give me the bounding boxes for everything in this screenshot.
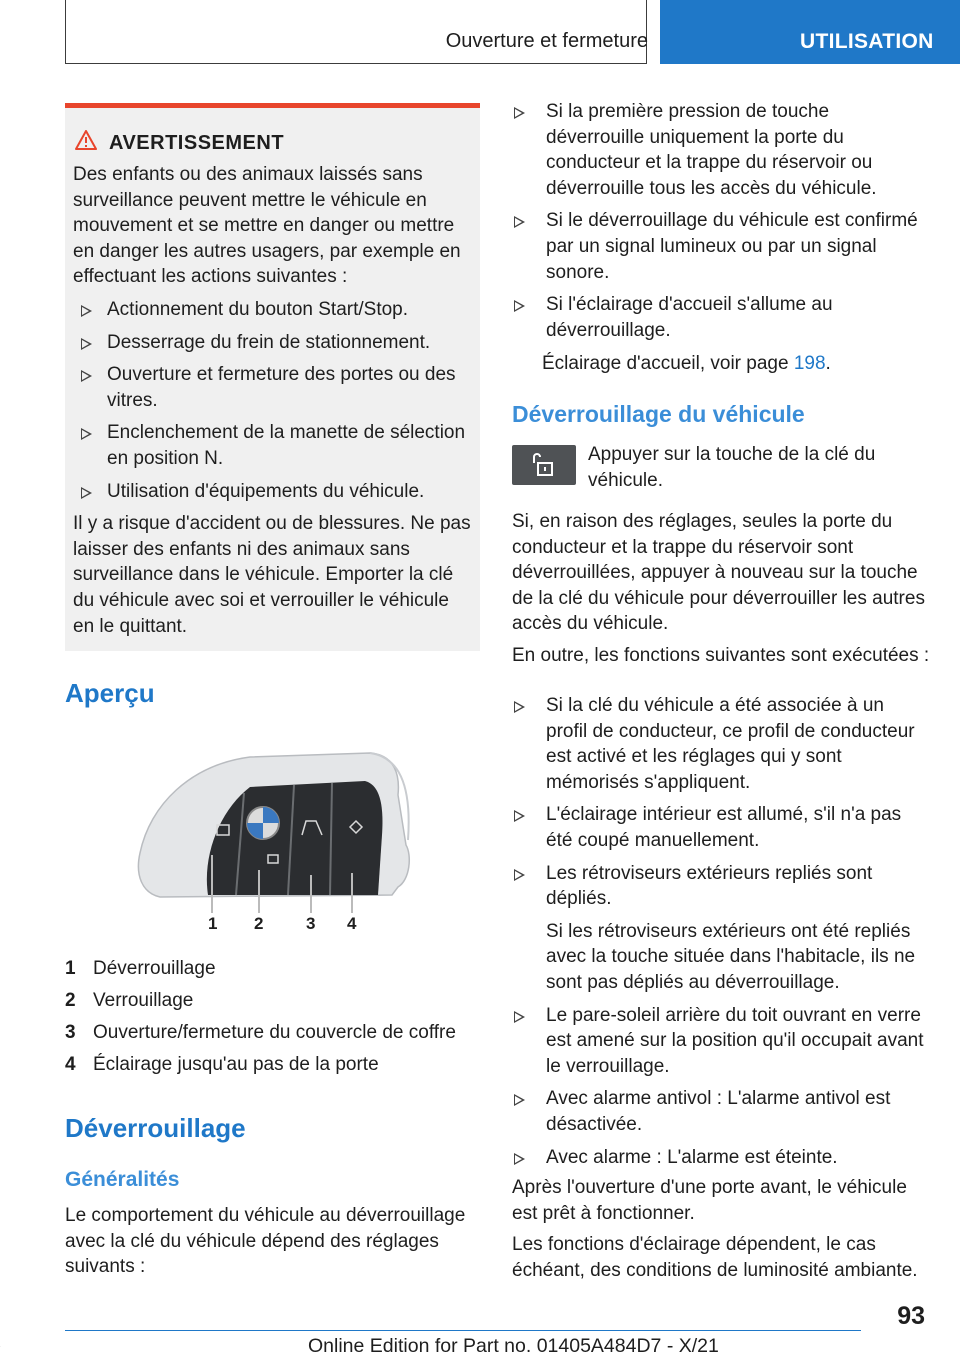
footer-watermark — [0, 1346, 1, 1347]
bullet-triangle-icon — [514, 869, 525, 881]
settings-list — [512, 99, 930, 343]
list-item: Si le déverrouillage du véhicule est confirmé par un signal lumineux ou par un signal sonore. — [512, 208, 930, 285]
legend-row: 4 Éclairage jusqu'au pas de la porte — [65, 1054, 379, 1076]
list-item: Avec alarme : L'alarme est éteinte. — [512, 1145, 930, 1171]
paragraph: En outre, les fonctions suivantes sont exécutées : — [512, 645, 930, 666]
warning-outro: Il y a risque d'accident ou de blessures. Ne pas laisser des enfants ni des animaux sans surveillance dans le véhicule. Emporter la clé du véhicule avec soi et verrouiller le véhicule en le quittant. — [73, 513, 471, 637]
figure-legend — [65, 956, 480, 1084]
warning-list — [73, 297, 472, 504]
bullet-triangle-icon — [514, 300, 525, 312]
list-item: Le pare-soleil arrière du toit ouvrant en verre est amené sur la position qu'il occupait avant le verrouillage. — [512, 1003, 930, 1080]
welcome-light-reference: Éclairage d'accueil, voir page 198. — [542, 353, 831, 374]
warning-intro: Des enfants ou des animaux laissés sans surveillance peuvent mettre le véhicule en mouvement et se mettre en danger ou mettre en danger les autres usagers, par exemple en effectuant les actions suivantes : — [73, 164, 461, 288]
figure-label: 3 — [306, 914, 316, 933]
list-item: Ouverture et fermeture des portes ou des vitres. — [73, 362, 472, 413]
bullet-triangle-icon — [81, 428, 92, 440]
bullet-triangle-icon — [514, 107, 525, 119]
figure-label: 1 — [208, 914, 218, 933]
bullet-triangle-icon — [81, 370, 92, 382]
section-title: Ouverture et fermeture — [445, 30, 648, 52]
general-text: Le comportement du véhicule au déverrouillage avec la clé du véhicule dépend des réglages suivants : — [65, 1205, 466, 1278]
bullet-triangle-icon — [81, 305, 92, 317]
list-item: Enclenchement de la manette de sélection en position N. — [73, 420, 472, 471]
paragraph: Les fonctions d'éclairage dépendent, le cas échéant, des conditions de luminosité ambiante. — [512, 1234, 918, 1281]
page-link[interactable]: 198 — [793, 353, 826, 374]
legend-row: 3 Ouverture/fermeture du couvercle de coffre — [65, 1022, 456, 1044]
bullet-triangle-icon — [514, 1011, 525, 1023]
list-item: Si la première pression de touche déverrouille uniquement la porte du conducteur et la trappe du réservoir ou déverrouille tous les accès du véhicule. — [512, 99, 930, 201]
list-item: L'éclairage intérieur est allumé, s'il n'a pas été coupé manuellement. — [512, 802, 930, 853]
paragraph: Si, en raison des réglages, seules la porte du conducteur et la trappe du réservoir sont déverrouillées, appuyer à nouveau sur la touche de la clé du véhicule pour déverrouiller les autres accès du véhicule. — [512, 511, 925, 635]
unlock-button-icon — [512, 445, 576, 485]
bullet-triangle-icon — [514, 1153, 525, 1165]
mirror-note: Si les rétroviseurs extérieurs ont été repliés avec la touche située dans l'habitacle, ils ne sont pas dépliés au déverrouillage. — [546, 920, 916, 993]
functions-list — [512, 693, 930, 1170]
key-fob-figure — [130, 745, 420, 935]
bullet-triangle-icon — [81, 487, 92, 499]
warning-title: AVERTISSEMENT — [109, 132, 472, 155]
warning-box — [65, 103, 480, 651]
vehicle-unlock-heading: Déverrouillage du véhicule — [512, 401, 805, 427]
bullet-triangle-icon — [514, 1094, 525, 1106]
page-number: 93 — [897, 1302, 925, 1330]
press-key-text: Appuyer sur la touche de la clé du véhicule. — [588, 444, 876, 491]
overview-heading: Aperçu — [65, 678, 155, 708]
list-item: Les rétroviseurs extérieurs repliés sont dépliés. Si les rétroviseurs extérieurs ont été repliés avec la touche située dans l'habitacle, ils ne sont pas dépliés au déverrouillage. — [512, 861, 930, 996]
list-item: Desserrage du frein de stationnement. — [73, 330, 472, 356]
warning-triangle-icon — [75, 130, 97, 150]
paragraph: Après l'ouverture d'une porte avant, le véhicule est prêt à fonctionner. — [512, 1177, 907, 1224]
footer-edition: Online Edition for Part no. 01405A484D7 - X/21 — [308, 1335, 719, 1357]
bullet-triangle-icon — [81, 338, 92, 350]
legend-row: 2 Verrouillage — [65, 990, 194, 1012]
bullet-triangle-icon — [514, 701, 525, 713]
legend-row: 1 Déverrouillage — [65, 958, 216, 979]
figure-label: 4 — [347, 914, 357, 933]
unlock-heading: Déverrouillage — [65, 1113, 246, 1143]
list-item: Si l'éclairage d'accueil s'allume au déverrouillage. — [512, 292, 930, 343]
list-item: Actionnement du bouton Start/Stop. — [73, 297, 472, 323]
list-item: Utilisation d'équipements du véhicule. — [73, 479, 472, 505]
list-item: Avec alarme antivol : L'alarme antivol est désactivée. — [512, 1086, 930, 1137]
footer-divider — [65, 1330, 861, 1331]
chapter-tab: UTILISATION — [660, 0, 960, 64]
list-item: Si la clé du véhicule a été associée à un profil de conducteur, ce profil de conducteur est activé et les réglages qui y sont mémorisés s'appliquent. — [512, 693, 930, 795]
bullet-triangle-icon — [514, 810, 525, 822]
general-heading: Généralités — [65, 1168, 180, 1191]
bullet-triangle-icon — [514, 216, 525, 228]
figure-label: 2 — [254, 914, 264, 933]
